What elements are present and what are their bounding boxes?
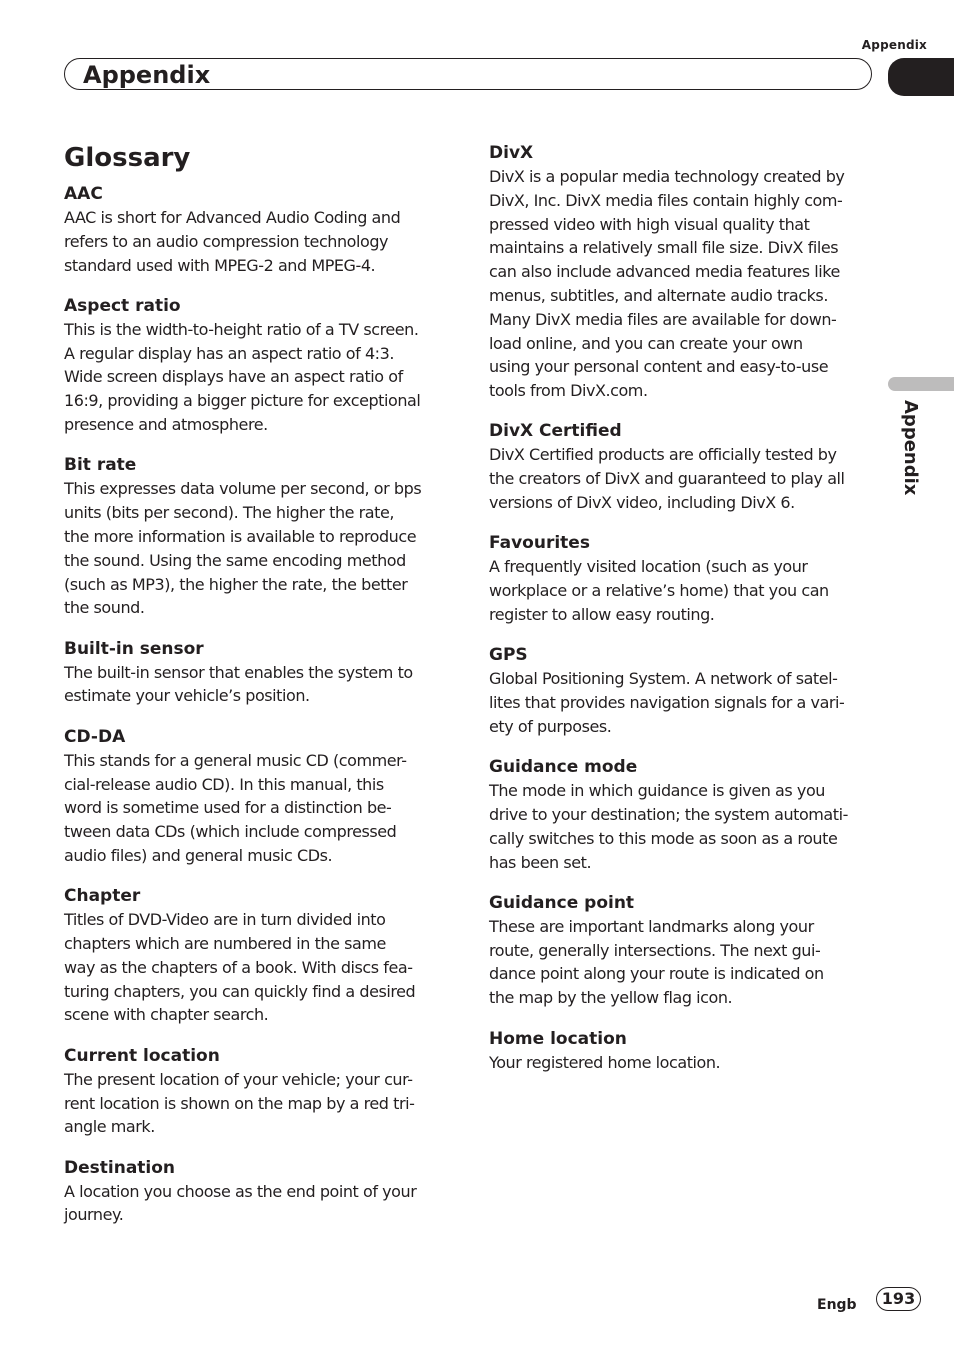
glossary-term: CD-DA xyxy=(64,726,126,747)
glossary-definition: This is the width-to-height ratio of a TV screen. A regular display has an aspect ratio of 4:3. Wide screen displays have an aspect ratio of 16:9, providing a bigger picture for exceptional presence and atmosphere. xyxy=(64,319,421,435)
glossary-definition: Global Positioning System. A network of satel- lites that provides navigation signals for a vari- ety of purposes. xyxy=(489,669,845,736)
glossary-entry xyxy=(489,755,881,874)
glossary-entry xyxy=(489,891,881,1010)
page-title: Glossary xyxy=(64,143,191,173)
glossary-left-column xyxy=(64,182,456,1244)
glossary-definition: DivX is a popular media technology created by DivX, Inc. DivX media files contain highly com- pressed video with high visual quality that maintains a relatively small file size. DivX files can also include advanced media features like menus, subtitles, and alternate audio tracks. Many DivX media files are available for down- load online, and you can create your own using your personal content and easy-to-use tools from DivX.com. xyxy=(489,167,845,401)
glossary-entry xyxy=(64,182,456,277)
glossary-entry xyxy=(64,453,456,620)
glossary-term: Guidance mode xyxy=(489,757,638,778)
glossary-term: Bit rate xyxy=(64,455,137,476)
glossary-definition: Titles of DVD-Video are in turn divided into chapters which are numbered in the same way as the chapters of a book. With discs fea- turing chapters, you can quickly find a desired scene with chapter search. xyxy=(64,910,416,1025)
glossary-definition: The present location of your vehicle; your cur- rent location is shown on the map by a red tri- angle mark. xyxy=(64,1069,415,1137)
glossary-term: AAC xyxy=(64,184,103,204)
glossary-entry xyxy=(64,725,456,868)
glossary-term: Destination xyxy=(64,1157,176,1178)
glossary-entry xyxy=(64,294,456,437)
glossary-right-column xyxy=(489,141,881,1091)
glossary-entry xyxy=(64,884,456,1027)
chapter-tab-marker xyxy=(888,58,954,96)
section-header-bar xyxy=(64,58,872,90)
glossary-term: Chapter xyxy=(64,886,141,907)
glossary-definition: The built-in sensor that enables the system to estimate your vehicle’s position. xyxy=(64,662,413,706)
section-title: Appendix xyxy=(83,61,211,89)
glossary-entry xyxy=(64,1044,456,1139)
glossary-definition: These are important landmarks along your route, generally intersections. The next gui- dance point along your route is indicated on the map by the yellow flag icon. xyxy=(489,916,824,1008)
glossary-entry xyxy=(489,531,881,626)
glossary-term: Built-in sensor xyxy=(64,638,204,659)
glossary-entry xyxy=(489,141,881,403)
glossary-definition: AAC is short for Advanced Audio Coding and refers to an audio compression technology standard used with MPEG-2 and MPEG-4. xyxy=(64,208,401,275)
glossary-entry xyxy=(64,1156,456,1228)
glossary-entry xyxy=(489,419,881,514)
running-head: Appendix xyxy=(861,38,927,52)
glossary-definition: The mode in which guidance is given as you drive to your destination; the system automati- cally switches to this mode as soon as a route has been set. xyxy=(489,781,848,872)
glossary-entry xyxy=(64,637,456,709)
glossary-definition: This stands for a general music CD (commer- cial-release audio CD). In this manual, this word is sometime used for a distinction be- tween data CDs (which include compressed audio files) and general music CDs. xyxy=(64,750,407,865)
page-number: 193 xyxy=(876,1287,921,1311)
side-tab-label: Appendix xyxy=(900,400,921,496)
glossary-definition: Your registered home location. xyxy=(489,1052,721,1072)
glossary-entry xyxy=(489,643,881,738)
side-tab-marker xyxy=(888,377,954,391)
glossary-term: DivX xyxy=(489,143,534,163)
glossary-term: Guidance point xyxy=(489,892,635,913)
glossary-term: Aspect ratio xyxy=(64,295,181,316)
glossary-term: Current location xyxy=(64,1045,220,1066)
glossary-definition: DivX Certified products are officially tested by the creators of DivX and guaranteed to play all versions of DivX video, including DivX 6. xyxy=(489,445,845,513)
glossary-definition: This expresses data volume per second, or bps units (bits per second). The higher the rate, the more information is available to reproduce the sound. Using the same encoding method (such as MP3), the higher the rate, the better the sound. xyxy=(64,479,422,618)
glossary-definition: A frequently visited location (such as your workplace or a relative’s home) that you can register to allow easy routing. xyxy=(489,557,829,624)
glossary-definition: A location you choose as the end point of your journey. xyxy=(64,1181,417,1225)
glossary-term: DivX Certified xyxy=(489,421,622,442)
glossary-entry xyxy=(489,1027,881,1075)
glossary-term: Favourites xyxy=(489,533,590,554)
glossary-term: GPS xyxy=(489,645,528,666)
glossary-term: Home location xyxy=(489,1028,627,1049)
footer-language: Engb xyxy=(817,1297,857,1313)
